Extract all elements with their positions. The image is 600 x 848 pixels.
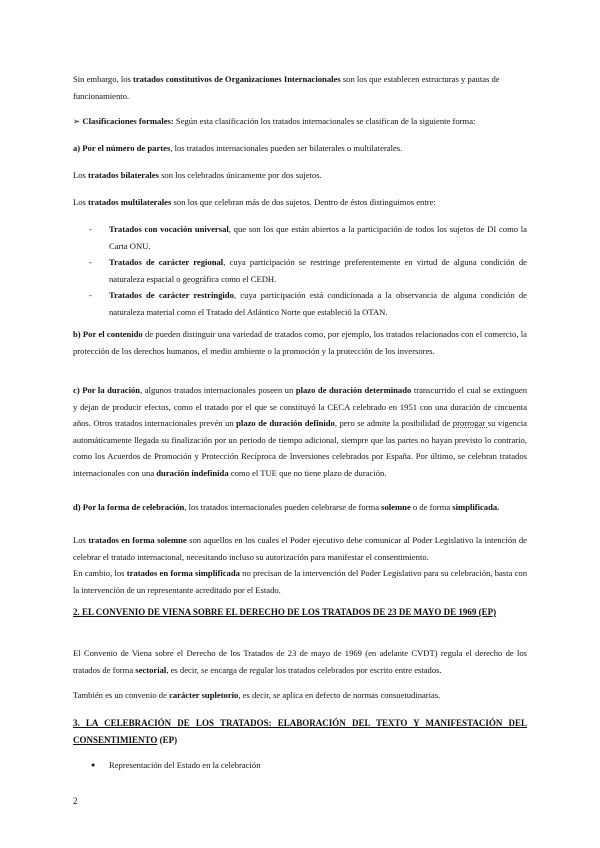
paragraph-by-content: b) Por el contenido de pueden distinguir una variedad de tratados como, por ejemplo, los tratados relacionados con el comercio, la protección de los derechos humanos, el medio ambiente o la promoción y la protección de los inversores. [73, 329, 527, 356]
paragraph-cvdt-sectorial: El Convenio de Viena sobre el Derecho de los Tratados de 23 de mayo de 1969 (en adelante CVDT) regula el derecho de los tratados de forma sectorial, es decir, se encarga de regular los tratados celebrados por escrito entre estados. [73, 648, 527, 675]
paragraph-cvdt-supletorio: También es un convenio de carácter supletorio, es decir, se aplica en defecto de normas consuetudinarias. [73, 690, 441, 700]
paragraph-by-duration: c) Por la duración, algunos tratados internacionales poseen un plazo de duración determinado transcurrido el cual se extinguen y dejan de producir efectos, como el tratado por el que se constituyó la CECA celebrado en 1951 con una duración de cincuenta años. Otros tratados internacionales prevén un plazo de duración definido, pero se admite la posibilidad de prorrogar su vigencia automáticamente llegada su finalización por un periodo de tiempo adicional, siempre que las partes no hayan previsto lo contrario, como los Acuerdos de Promoción y Protección Recíproca de Inversiones celebrados por España. Por último, se celebran tratados internacionales con una duración indefinida como el TUE que no tiene plazo de duración. [73, 385, 528, 478]
paragraph-simplified-form: En cambio, los tratados en forma simplificada no precisan de la intervención del Poder Legislativo para su celebración, basta con la intervención de un representante acreditado por el Estado. [73, 568, 528, 595]
paragraph-by-form: d) Por la forma de celebración, los tratados internacionales pueden celebrarse de forma solemne o de forma simplificada. [73, 502, 500, 512]
list-item: - Tratados con vocación universal, que son los que están abiertos a la participación de todos los sujetos de DI como la Carta ONU. [89, 224, 527, 251]
list-item: - Tratados de carácter regional, cuya participación se restringe preferentemente en virtud de alguna condición de naturaleza espacial o geográfica como el CEDH. [89, 257, 527, 284]
paragraph-constitutive-treaties: Sin embargo, los tratados constitutivos de Organizaciones Internacionales son los que establecen estructuras y pautas de funcionamiento. [73, 74, 500, 101]
section-heading-2: 2. EL CONVENIO DE VIENA SOBRE EL DERECHO DE LOS TRATADOS DE 23 DE MAYO DE 1969 (EP) [73, 607, 497, 617]
paragraph-bilateral: Los tratados bilaterales son los celebrados únicamente por dos sujetos. [73, 170, 322, 180]
list-item: - Tratados de carácter restringido, cuya participación está condicionada a la observancia de alguna condición de naturaleza material como el Tratado del Atlántico Norte que estableció la OTAN. [89, 290, 527, 317]
section-heading-3: 3. LA CELEBRACIÓN DE LOS TRATADOS: ELABORACIÓN DEL TEXTO Y MANIFESTACIÓN DEL CONSENTIMIENTO (EP) [73, 718, 527, 745]
paragraph-number-of-parties: a) Por el número de partes, los tratados internacionales pueden ser bilaterales o multilaterales. [73, 143, 403, 153]
paragraph-formal-classifications: ➢ Clasificaciones formales: Según esta clasificación los tratados internacionales se clasifican de la siguiente forma: [73, 116, 476, 126]
arrow-bullet-icon: ➢ [73, 116, 83, 126]
paragraph-multilateral: Los tratados multilaterales son los que celebran más de dos sujetos. Dentro de éstos distinguimos entre: [73, 197, 436, 207]
bullet-dot-icon: ● [91, 761, 96, 769]
page-number: 2 [73, 796, 78, 806]
paragraph-solemn-form: Los tratados en forma solemne son aquellos en los cuales el Poder ejecutivo debe comunicar al Poder Legislativo la intención de celebrar el tratado internacional, necesitando incluso su autorización para manifestar el consentimiento. [73, 535, 527, 562]
